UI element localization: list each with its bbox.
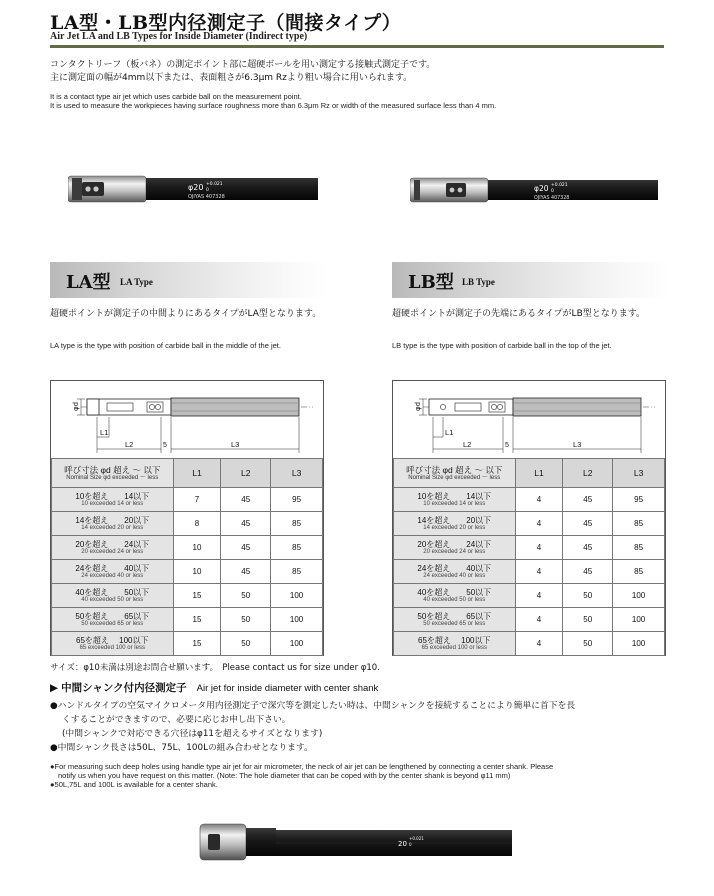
size-cell: [394, 608, 516, 632]
size-en: 14 exceeded 20 or less: [81, 524, 144, 531]
lb-l3-header: L3: [613, 459, 665, 488]
lb-gauge-tol-upper: +0.021: [551, 183, 568, 188]
size-jp: 24を超え 40以下: [417, 563, 492, 573]
table-row: [52, 608, 323, 632]
la-heading-jp: LA型: [66, 272, 111, 293]
size-cell: [52, 560, 174, 584]
table-row: [394, 632, 665, 656]
la-description-en: LA type is the type with position of carbide ball in the middle of the jet.: [50, 341, 281, 350]
la-size-header: [52, 459, 174, 488]
l1-cell: 4: [515, 632, 563, 656]
size-jp: 24を超え 40以下: [75, 563, 150, 573]
table-row: [394, 584, 665, 608]
l3-cell: 95: [271, 488, 323, 512]
l3-cell: 100: [271, 632, 323, 656]
size-en: 10 exceeded 14 or less: [81, 500, 144, 507]
la-spec-table: [51, 458, 323, 656]
l1-cell: 8: [173, 512, 221, 536]
lb-heading-jp: LB型: [408, 272, 454, 293]
la-l2-header: L2: [221, 459, 271, 488]
lb-gauge-size-label: φ20: [534, 184, 549, 193]
l3-cell: 85: [271, 560, 323, 584]
size-jp: 50を超え 65以下: [417, 611, 492, 621]
lb-l1-header: L1: [515, 459, 563, 488]
size-note: サイズ：φ10未満は別途お問合せ願います。 Please contact us for size under φ10.: [50, 663, 380, 673]
shank-bullet-1-jp-line-2: くすることができますので、必要に応じお申し出下さい。: [62, 715, 291, 725]
l2-cell: 45: [563, 536, 613, 560]
lb-dimension-drawing: [393, 381, 665, 457]
lb-gauge-brand: OJIYAS 407328: [534, 196, 570, 201]
lb-gauge-photo: [410, 172, 662, 210]
triangle-right-icon: ▶: [50, 682, 59, 694]
l2-cell: 50: [221, 584, 271, 608]
la-gauge-tol-upper: +0.021: [206, 182, 223, 187]
l3-cell: 85: [271, 512, 323, 536]
la-gap-label: 5: [163, 442, 167, 449]
table-row: [52, 584, 323, 608]
la-size-header-en: Nominal Size φd exceeded ～ less: [66, 474, 159, 481]
la-l3-label: L3: [231, 440, 240, 449]
intro-en-line-2: It is used to measure the workpieces having surface roughness more than 6.3μm Rz or width of the measured surface less than 4 mm.: [50, 101, 497, 110]
la-size-header-jp: 呼び寸法 φd 超え ～ 以下: [64, 464, 161, 475]
intro-jp-line-2: 主に測定面の幅が4mm以下または、表面粗さが6.3μm Rzより粗い場合に用いられます。: [50, 73, 413, 83]
l1-cell: 10: [173, 536, 221, 560]
l2-cell: 45: [221, 536, 271, 560]
table-row: [52, 560, 323, 584]
l2-cell: 45: [563, 512, 613, 536]
table-row: [52, 512, 323, 536]
size-cell: [394, 584, 516, 608]
center-shank-tol-upper: +0.021: [409, 836, 424, 841]
table-row: [52, 488, 323, 512]
size-jp: 14を超え 20以下: [75, 515, 150, 525]
l3-cell: 85: [613, 512, 665, 536]
l1-cell: 4: [515, 512, 563, 536]
page-subtitle: Air Jet LA and LB Types for Inside Diameter (Indirect type): [50, 31, 308, 42]
la-dimension-drawing: [51, 381, 323, 457]
la-heading-en: LA Type: [120, 277, 153, 287]
la-gauge-brand: OJIYAS 407328: [188, 194, 225, 200]
table-row: [394, 608, 665, 632]
l1-cell: 4: [515, 608, 563, 632]
lb-spec-box: [392, 380, 666, 656]
l2-cell: 45: [221, 560, 271, 584]
page-title: LA型・LB型内径測定子（間接タイプ）: [50, 12, 402, 34]
la-l1-header: L1: [173, 459, 221, 488]
l3-cell: 100: [613, 608, 665, 632]
lb-l1-label: L1: [445, 428, 454, 437]
size-en: 40 exceeded 50 or less: [81, 596, 144, 603]
center-shank-gauge-photo: [198, 818, 514, 868]
size-jp: 10を超え 14以下: [75, 491, 150, 501]
shank-bullet-1-en-line-1: ●For measuring such deep holes using handle type air jet for air micrometer, the neck of air jet can be lengthened by connecting a center shank. Please: [50, 762, 554, 771]
size-en: 14 exceeded 20 or less: [423, 524, 486, 531]
l2-cell: 45: [563, 488, 613, 512]
size-cell: [52, 488, 174, 512]
l1-cell: 4: [515, 584, 563, 608]
la-table-header-row: [52, 459, 323, 488]
size-jp: 14を超え 20以下: [417, 515, 492, 525]
table-row: [394, 512, 665, 536]
la-gauge-tol-lower: 0: [206, 188, 209, 193]
size-jp: 50を超え 65以下: [75, 611, 150, 621]
lb-description-jp: 超硬ポイントが測定子の先端にあるタイプがLB型となります。: [392, 309, 646, 319]
size-en: 24 exceeded 40 or less: [81, 572, 144, 579]
shank-bullet-1-jp-line-1: ●ハンドルタイプの空気マイクロメータ用内径測定子で深穴等を測定したい時は、中間シャンクを接続することにより簡単に首下を長: [50, 701, 576, 711]
size-cell: [394, 488, 516, 512]
size-en: 10 exceeded 14 or less: [423, 500, 486, 507]
l3-cell: 100: [271, 608, 323, 632]
size-en: 65 exceeded 100 or less: [421, 644, 487, 651]
center-shank-heading: [50, 680, 378, 695]
lb-gauge-tol-lower: 0: [551, 189, 554, 194]
l1-cell: 15: [173, 608, 221, 632]
lb-l2-label: L2: [463, 440, 472, 449]
lb-size-header-jp: 呼び寸法 φd 超え ～ 以下: [406, 464, 503, 475]
size-en: 50 exceeded 65 or less: [81, 620, 144, 627]
size-en: 20 exceeded 24 or less: [423, 548, 486, 555]
la-description-jp: 超硬ポイントが測定子の中間よりにあるタイプがLA型となります。: [50, 309, 322, 319]
size-jp: 40を超え 50以下: [75, 587, 150, 597]
la-l3-header: L3: [271, 459, 323, 488]
lb-size-header-en: Nominal Size φd exceeded ～ less: [408, 474, 501, 481]
intro-jp-line-1: コンタクトリーフ（板バネ）の測定ポイント部に超硬ボールを用い測定する接触式測定子です。: [50, 60, 436, 70]
table-row: [394, 560, 665, 584]
shank-bullet-1-jp-line-3: (中間シャンクで対応できる穴径はφ11を超えるサイズとなります): [62, 729, 323, 739]
center-shank-heading-jp: 中間シャンク付内径測定子: [61, 682, 187, 694]
size-cell: [394, 560, 516, 584]
lb-type-header: [392, 262, 668, 298]
l3-cell: 100: [271, 584, 323, 608]
size-cell: [52, 512, 174, 536]
shank-bullet-1-en-line-2: notify us when you have request on this matter. (Note: The hole diameter that can be coped with by the center shank is beyond φ11 mm): [58, 771, 511, 780]
la-l2-label: L2: [125, 440, 134, 449]
size-cell: [394, 512, 516, 536]
l2-cell: 45: [221, 488, 271, 512]
la-gauge-photo: [68, 168, 320, 210]
size-cell: [52, 536, 174, 560]
lb-heading-en: LB Type: [462, 277, 495, 287]
shank-bullet-2-en: ●50L,75L and 100L is available for a center shank.: [50, 780, 218, 789]
table-row: [52, 536, 323, 560]
lb-l3-label: L3: [573, 440, 582, 449]
table-row: [394, 536, 665, 560]
size-cell: [394, 536, 516, 560]
lb-gap-label: 5: [505, 442, 509, 449]
l3-cell: 95: [613, 488, 665, 512]
l1-cell: 4: [515, 560, 563, 584]
la-type-header: [50, 262, 326, 298]
l1-cell: 15: [173, 584, 221, 608]
lb-size-header: [394, 459, 516, 488]
center-shank-heading-en: Air jet for inside diameter with center shank: [196, 683, 379, 694]
size-cell: [394, 632, 516, 656]
la-l1-label: L1: [100, 428, 109, 437]
size-en: 65 exceeded 100 or less: [79, 644, 145, 651]
size-jp: 20を超え 24以下: [417, 539, 492, 549]
size-cell: [52, 584, 174, 608]
center-shank-marking: 20: [398, 840, 407, 848]
l1-cell: 4: [515, 488, 563, 512]
size-en: 20 exceeded 24 or less: [81, 548, 144, 555]
l2-cell: 45: [563, 560, 613, 584]
size-jp: 20を超え 24以下: [75, 539, 150, 549]
size-cell: [52, 608, 174, 632]
la-phi-label: φd: [72, 401, 80, 411]
l3-cell: 85: [271, 536, 323, 560]
l3-cell: 85: [613, 536, 665, 560]
lb-description-en: LB type is the type with position of carbide ball in the top of the jet.: [392, 341, 612, 350]
lb-phi-label: φd: [414, 401, 422, 411]
l3-cell: 85: [613, 560, 665, 584]
l1-cell: 4: [515, 536, 563, 560]
size-jp: 10を超え 14以下: [417, 491, 492, 501]
size-jp: 40を超え 50以下: [417, 587, 492, 597]
l2-cell: 50: [563, 608, 613, 632]
l3-cell: 100: [613, 632, 665, 656]
l2-cell: 50: [221, 608, 271, 632]
la-spec-box: [50, 380, 324, 656]
size-en: 50 exceeded 65 or less: [423, 620, 486, 627]
table-row: [52, 632, 323, 656]
l2-cell: 50: [221, 632, 271, 656]
size-jp: 65を超え 100以下: [76, 635, 149, 645]
l1-cell: 7: [173, 488, 221, 512]
center-shank-tol-lower: 0: [409, 842, 412, 847]
l2-cell: 50: [563, 584, 613, 608]
lb-spec-table: [393, 458, 665, 656]
size-en: 24 exceeded 40 or less: [423, 572, 486, 579]
size-cell: [52, 632, 174, 656]
table-row: [394, 488, 665, 512]
size-en: 40 exceeded 50 or less: [423, 596, 486, 603]
l2-cell: 50: [563, 632, 613, 656]
title-divider: [50, 45, 664, 48]
l3-cell: 100: [613, 584, 665, 608]
intro-en-line-1: It is a contact type air jet which uses carbide ball on the measurement point.: [50, 92, 302, 101]
size-jp: 65を超え 100以下: [418, 635, 491, 645]
lb-l2-header: L2: [563, 459, 613, 488]
la-gauge-size-label: φ20: [188, 183, 204, 192]
l1-cell: 10: [173, 560, 221, 584]
shank-bullet-2-jp: ●中間シャンク長さは50L、75L、100Lの組み合わせとなります。: [50, 743, 313, 753]
l1-cell: 15: [173, 632, 221, 656]
lb-table-header-row: [394, 459, 665, 488]
l2-cell: 45: [221, 512, 271, 536]
